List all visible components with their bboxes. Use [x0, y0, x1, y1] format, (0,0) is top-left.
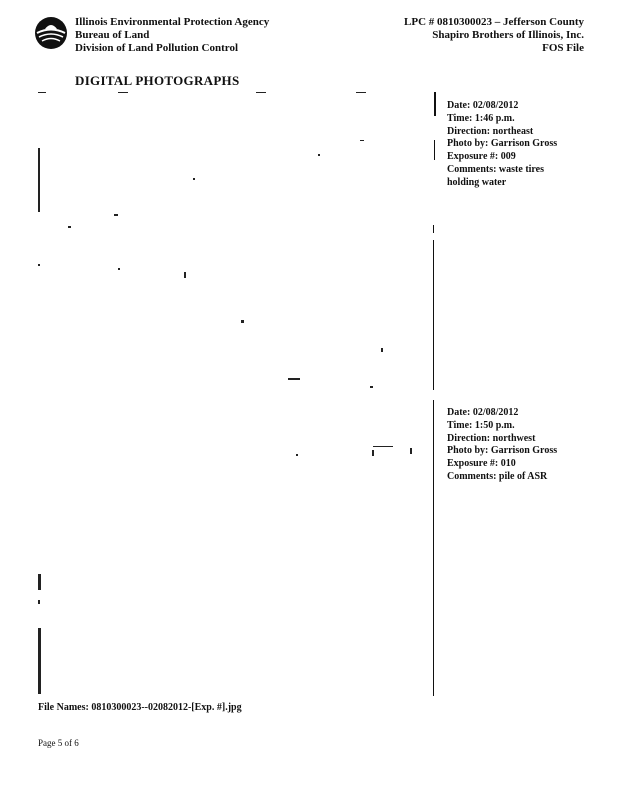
divider-line-3 [433, 225, 434, 233]
photo-1-photographer: Photo by: Garrison Gross [447, 138, 558, 150]
photo-1-direction: Direction: northeast [447, 125, 534, 137]
divider-line-4 [433, 240, 434, 390]
divider-line-5 [433, 400, 434, 696]
photo-2 [38, 400, 428, 700]
site-id: LPC # 0810300023 – Jefferson County [404, 16, 584, 28]
site-name: Shapiro Brothers of Illinois, Inc. [432, 29, 584, 41]
photo-1-exposure: Exposure #: 009 [447, 151, 516, 163]
photo-2-caption [447, 407, 597, 484]
bureau-name: Bureau of Land [75, 29, 150, 41]
photo-2-photographer: Photo by: Garrison Gross [447, 445, 558, 457]
photo-2-exposure: Exposure #: 010 [447, 458, 516, 470]
divider-line-2 [434, 140, 435, 160]
page-number: Page 5 of 6 [38, 738, 79, 748]
photo-1 [38, 92, 428, 392]
photo-1-comments-cont: holding water [447, 176, 507, 188]
agency-block [75, 16, 269, 55]
divider-line-1 [434, 92, 436, 116]
file-type: FOS File [542, 42, 584, 54]
file-names: File Names: 0810300023--02082012-[Exp. #].jpg [38, 702, 242, 713]
photo-1-comments: Comments: waste tires [447, 163, 545, 175]
photo-2-date: Date: 02/08/2012 [447, 407, 519, 418]
division-name: Division of Land Pollution Control [75, 42, 238, 54]
agency-logo-icon [34, 16, 68, 50]
photo-2-comments: Comments: pile of ASR [447, 470, 548, 482]
photo-1-caption [447, 100, 597, 190]
photo-1-date: Date: 02/08/2012 [447, 100, 519, 111]
photo-2-time: Time: 1:50 p.m. [447, 419, 515, 431]
photo-1-time: Time: 1:46 p.m. [447, 112, 515, 124]
page-title: DIGITAL PHOTOGRAPHS [75, 73, 240, 88]
agency-name: Illinois Environmental Protection Agency [75, 16, 270, 28]
site-block [404, 16, 584, 55]
photo-2-direction: Direction: northwest [447, 432, 536, 444]
